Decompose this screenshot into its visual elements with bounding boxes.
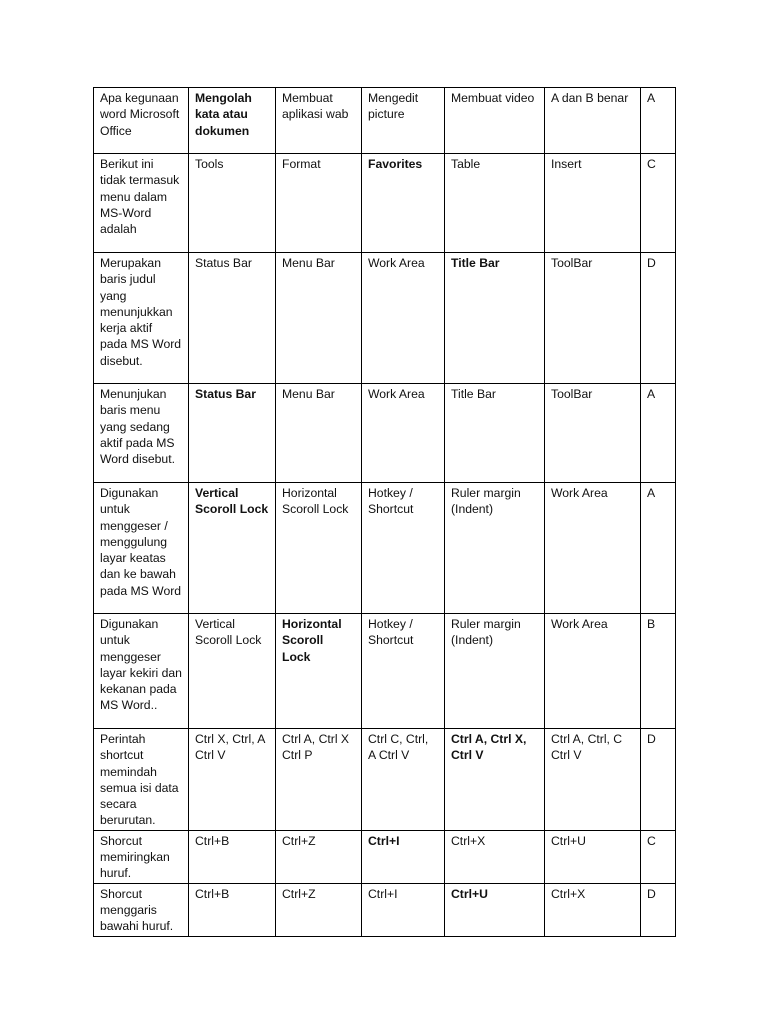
table-row [94, 614, 676, 729]
answer-key-cell: D [641, 253, 676, 384]
question-cell: Digunakan untuk menggeser layar kekiri dan kekanan pada MS Word.. [94, 614, 189, 729]
answer-key-cell: C [641, 154, 676, 253]
option-d-cell: Title Bar [445, 253, 545, 384]
option-d-cell: Ruler margin (Indent) [445, 483, 545, 614]
option-a-cell: Status Bar [189, 384, 276, 483]
answer-key-cell: A [641, 88, 676, 154]
table-row [94, 88, 676, 154]
option-c-cell: Ctrl+I [362, 830, 445, 883]
option-e-cell: Ctrl+X [545, 883, 641, 936]
option-d-cell: Title Bar [445, 384, 545, 483]
answer-key-cell: D [641, 883, 676, 936]
option-a-cell: Ctrl+B [189, 830, 276, 883]
option-a-cell: Vertical Scoroll Lock [189, 614, 276, 729]
option-d-cell: Membuat video [445, 88, 545, 154]
option-e-cell: A dan B benar [545, 88, 641, 154]
option-e-cell: Ctrl A, Ctrl, C Ctrl V [545, 729, 641, 831]
question-cell: Apa kegunaan word Microsoft Office [94, 88, 189, 154]
question-cell: Shorcut menggaris bawahi huruf. [94, 883, 189, 936]
option-c-cell: Ctrl C, Ctrl, A Ctrl V [362, 729, 445, 831]
option-e-cell: Ctrl+U [545, 830, 641, 883]
option-b-cell: Ctrl+Z [276, 883, 362, 936]
question-cell: Berikut ini tidak termasuk menu dalam MS-Word adalah [94, 154, 189, 253]
table-row [94, 384, 676, 483]
quiz-table [93, 87, 676, 937]
answer-key-cell: C [641, 830, 676, 883]
option-b-cell: Horizontal Scoroll Lock [276, 483, 362, 614]
table-row [94, 830, 676, 883]
option-d-cell: Ctrl A, Ctrl X, Ctrl V [445, 729, 545, 831]
option-b-cell: Membuat aplikasi wab [276, 88, 362, 154]
option-c-cell: Hotkey / Shortcut [362, 614, 445, 729]
answer-key-cell: D [641, 729, 676, 831]
option-d-cell: Ctrl+U [445, 883, 545, 936]
option-a-cell: Mengolah kata atau dokumen [189, 88, 276, 154]
option-b-cell: Ctrl A, Ctrl X Ctrl P [276, 729, 362, 831]
option-b-cell: Horizontal Scoroll Lock [276, 614, 362, 729]
option-e-cell: ToolBar [545, 384, 641, 483]
answer-key-cell: B [641, 614, 676, 729]
option-c-cell: Hotkey / Shortcut [362, 483, 445, 614]
option-a-cell: Ctrl+B [189, 883, 276, 936]
option-a-cell: Vertical Scoroll Lock [189, 483, 276, 614]
table-row [94, 253, 676, 384]
answer-key-cell: A [641, 483, 676, 614]
question-cell: Digunakan untuk menggeser / menggulung layar keatas dan ke bawah pada MS Word [94, 483, 189, 614]
option-e-cell: Work Area [545, 483, 641, 614]
option-c-cell: Work Area [362, 384, 445, 483]
question-cell: Menunjukan baris menu yang sedang aktif pada MS Word disebut. [94, 384, 189, 483]
option-b-cell: Format [276, 154, 362, 253]
question-cell: Perintah shortcut memindah semua isi data secara berurutan. [94, 729, 189, 831]
option-c-cell: Mengedit picture [362, 88, 445, 154]
option-e-cell: ToolBar [545, 253, 641, 384]
question-cell: Merupakan baris judul yang menunjukkan kerja aktif pada MS Word disebut. [94, 253, 189, 384]
table-row [94, 154, 676, 253]
quiz-table-body [94, 88, 676, 937]
option-a-cell: Ctrl X, Ctrl, A Ctrl V [189, 729, 276, 831]
option-a-cell: Status Bar [189, 253, 276, 384]
option-b-cell: Ctrl+Z [276, 830, 362, 883]
option-c-cell: Ctrl+I [362, 883, 445, 936]
option-d-cell: Ruler margin (Indent) [445, 614, 545, 729]
answer-key-cell: A [641, 384, 676, 483]
table-row [94, 883, 676, 936]
option-b-cell: Menu Bar [276, 253, 362, 384]
option-c-cell: Favorites [362, 154, 445, 253]
option-d-cell: Table [445, 154, 545, 253]
option-a-cell: Tools [189, 154, 276, 253]
option-e-cell: Work Area [545, 614, 641, 729]
option-b-cell: Menu Bar [276, 384, 362, 483]
question-cell: Shorcut memiringkan huruf. [94, 830, 189, 883]
table-row [94, 729, 676, 831]
table-row [94, 483, 676, 614]
option-c-cell: Work Area [362, 253, 445, 384]
option-e-cell: Insert [545, 154, 641, 253]
option-d-cell: Ctrl+X [445, 830, 545, 883]
